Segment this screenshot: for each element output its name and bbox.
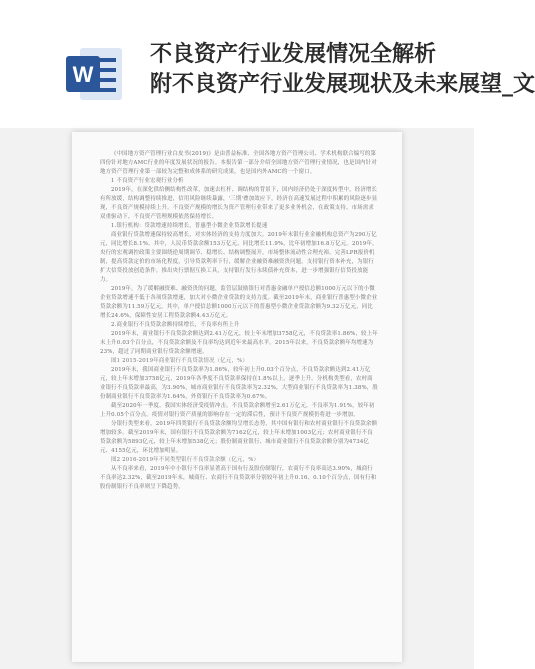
doc-paragraph: 从不良率来看，2019年中小银行不良率显著高于国有行及股份制银行，农商行不良率高达3.90%，城商行不良率达2.32%，截至2019年末，城商行、农商行不良贷款率分别较年初上升0.16、0.10个百分点，国有行和股份制银行不良率则呈下降趋势。 <box>100 466 377 490</box>
doc-paragraph: 2019年末，商业银行不良贷款余额达到2.41万亿元，较上年末增加3758亿元，不良贷款率1.86%，较上年末上升0.03个百分点，不良贷款余额及不良率均达到近年来最高水平。2015年以来，不良贷款余额年均增速为23%，超过了同期商业银行贷款余额增速。 <box>100 331 378 355</box>
doc-paragraph: 2019年，为了缓解融资难、融资贵的问题，监管层鼓励银行对普惠金融单户授信总额1000万元以下的小微企业贷款增速不低于各项贷款增速，加大对小微企业贷款的支持力度。截至2019年末，商业银行普惠型小微企业贷款余额为11.59万亿元，其中，单户授信总额1000万元以下的普惠型小微企业贷款余额为9.32万亿元，同比增长24.6%，保障性安居工程贷款余额4.43万亿元。 <box>100 286 378 319</box>
doc-paragraph: 《中国地方资产管理行业白皮书(2019)》是由普益标准、全国各地方资产管理公司、学术机构联合编写的第四份针对地方AMC行业的年度发展状况的报告。本报告第一部分介绍全国地方资产管理行业情况，也是国内针对地方资产管理行业第一部较为完整和成体系的研究成果，也是国内外AMC的一个窗口。 <box>100 151 377 175</box>
doc-paragraph: 2019年，在深化供给侧结构性改革，加速去杠杆、调结构的背景下，国内经济仍处于深度转型中，经济增长有所放缓，结构调整持续推进，信用风险继续暴露，'三期'叠加效应下，经济在高速发展过程中积累的风险逐步显现，不良资产规模持续上升。不良资产规模的增长为资产管理行业带来了更多业务机会，在政策支持、市场需求双重驱动下，不良资产管理规模依然保持增长。 <box>100 187 378 220</box>
page-header <box>0 0 535 128</box>
doc-paragraph: 截至2020年一季度，我国实体经济受疫情冲击，不良贷款余额增至2.61万亿元，不良率为1.91%，较年初上升0.05个百分点。疫情对银行资产质量的影响存在一定的滞后性，预计不良资产规模仍将进一步增加。 <box>100 403 375 418</box>
doc-paragraph: 分银行类型来看，2019年四类银行不良贷款余额均呈增长态势，其中国有银行和农村商业银行不良贷款余额增加较多。截至2019年末，国有银行不良贷款余额为7162亿元，较上年末增加1003亿元；农村商业银行不良贷款余额为5893亿元，较上年末增加538亿元；股份制商业银行、城市商业银行不良贷款余额分别为4734亿元、4155亿元，环比增加明显。 <box>100 421 378 454</box>
title-line-1: 不良资产行业发展情况全解析 <box>150 42 437 67</box>
doc-paragraph: 商业银行贷款增速保持较高增长，对实体经济的支持力度加大。2019年末银行业金融机构总资产为290万亿元，同比增长8.1%。其中，人民币贷款余额153万亿元，同比增长11.9%，比年初增加16.8万亿元。2019年，央行的宏观调控政策主要围绕逆周期调节、稳增长、结构调整展开，市场整体流动性合理充裕。完善LPR报价机制，提高贷款定价的市场化程度，引导贷款利率下行，缓解企业融资难融资贵问题。支持银行资本补充，为银行扩大信贷投放创造条件。推出央行票据互换工具，支持银行发行永续债补充资本，进一步增强银行信贷投放能力。 <box>100 232 378 283</box>
figure-caption: 图2 2016-2019年不同类型银行不良贷款余额（亿元，%） <box>111 457 260 463</box>
doc-paragraph: 2019年末，我国商业银行不良贷款率为1.86%，较年初上升0.03个百分点，不良贷款余额达到2.41万亿元，较上年末增加3758亿元，2019年各季度不良贷款率保持在1.8%以上，逐季上升。分机构类型看，农村商业银行不良贷款率最高，为3.90%，城市商业银行不良贷款率为2.32%，大型商业银行不良贷款率为1.38%，股份制商业银行不良贷款率为1.64%，外资银行不良贷款率为0.67%。 <box>100 367 378 400</box>
title-line-2: 附不良资产行业发展现状及未来展望_文 <box>150 72 535 97</box>
doc-heading: 2.商业银行不良贷款余额持续增长，不良率有所上升 <box>111 322 240 328</box>
doc-heading: 1 不良资产行业宏观行业分析 <box>111 178 184 184</box>
logo-letter: W <box>72 62 94 87</box>
doc-heading: 1.银行机构：贷款增速持续增长，普惠型小微企业贷款增长提速 <box>111 223 268 229</box>
document-page <box>72 132 402 662</box>
figure-caption: 图1 2015-2019年商业银行不良贷款情况（亿元，%） <box>111 358 248 364</box>
document-body <box>100 150 378 492</box>
page-title <box>150 40 535 100</box>
word-document-icon <box>66 44 124 104</box>
